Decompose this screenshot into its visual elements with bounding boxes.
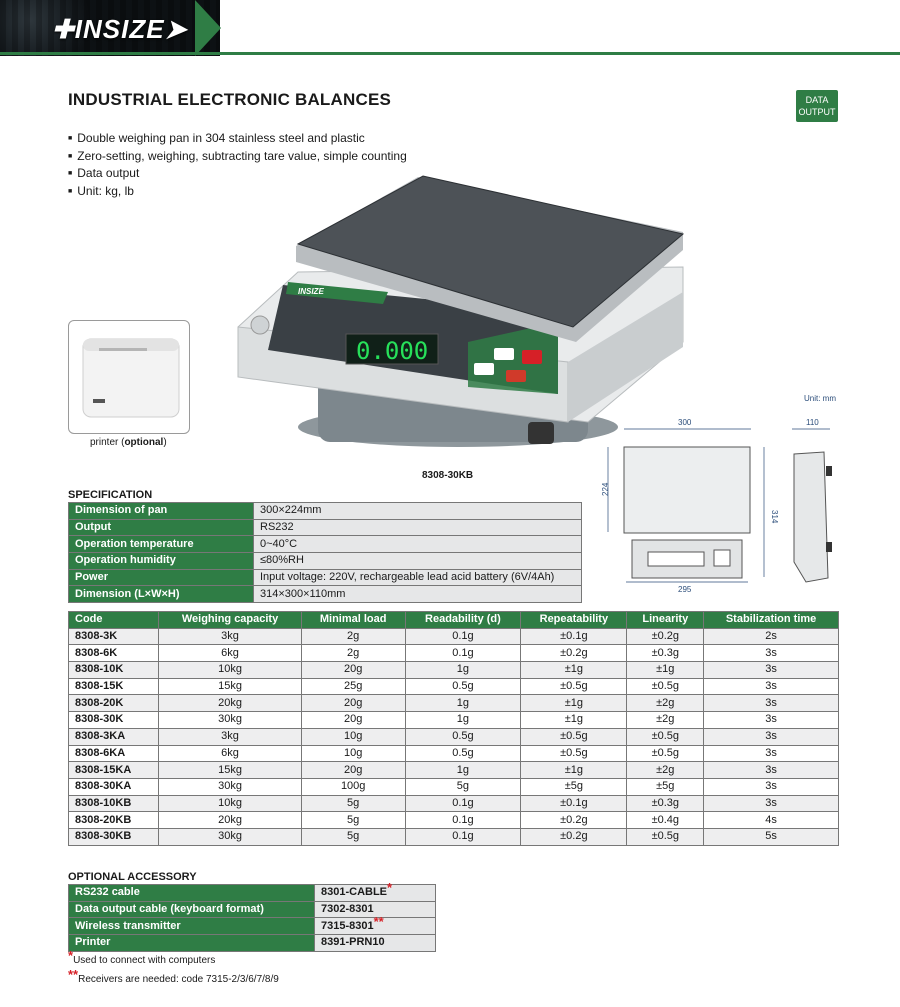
data-output-badge <box>796 90 838 122</box>
model-cell: ±0.4g <box>627 812 704 829</box>
accessory-code-cell <box>315 880 436 902</box>
spec-value: RS232 <box>254 519 582 536</box>
spec-value: 300×224mm <box>254 503 582 520</box>
footnote-mark: ** <box>373 913 384 929</box>
model-cell: 0.1g <box>405 828 521 845</box>
column-header: Readability (d) <box>405 612 521 629</box>
spec-value: 314×300×110mm <box>254 586 582 603</box>
table-row <box>69 662 839 679</box>
unit-label: Unit: mm <box>804 394 836 403</box>
model-cell: 3s <box>704 728 839 745</box>
model-code: 8308-6KA <box>69 745 159 762</box>
dim-side-width: 110 <box>806 418 819 427</box>
printer-slot <box>99 348 147 351</box>
column-header: Stabilization time <box>704 612 839 629</box>
top-view-display <box>648 552 704 566</box>
table-row <box>69 645 839 662</box>
model-cell: 3s <box>704 778 839 795</box>
model-cell: 5g <box>301 812 405 829</box>
footnote-text: Used to connect with computers <box>73 955 216 966</box>
model-cell: 10g <box>301 745 405 762</box>
dim-bottom-width: 295 <box>678 585 692 594</box>
key-tare <box>474 363 494 375</box>
model-code: 8308-10K <box>69 662 159 679</box>
model-cell: 0.1g <box>405 628 521 645</box>
model-code: 8308-10KB <box>69 795 159 812</box>
model-cell: ±2g <box>627 695 704 712</box>
feature-item: ■ Unit: kg, lb <box>68 184 407 202</box>
model-cell: ±0.2g <box>627 628 704 645</box>
model-cell: 3kg <box>159 628 302 645</box>
model-cell: 25g <box>301 678 405 695</box>
model-cell: 100g <box>301 778 405 795</box>
model-cell: ±1g <box>521 695 627 712</box>
model-code: 8308-6K <box>69 645 159 662</box>
model-cell: 10g <box>301 728 405 745</box>
table-row <box>69 695 839 712</box>
model-cell: ±0.3g <box>627 795 704 812</box>
model-cell: ±5g <box>627 778 704 795</box>
model-cell: 2g <box>301 645 405 662</box>
model-cell: ±0.2g <box>521 812 627 829</box>
model-cell: 20kg <box>159 812 302 829</box>
key-zero <box>494 348 514 360</box>
model-cell: ±1g <box>521 712 627 729</box>
model-cell: ±0.5g <box>521 728 627 745</box>
model-cell: 0.1g <box>405 795 521 812</box>
column-header: Weighing capacity <box>159 612 302 629</box>
model-cell: ±0.2g <box>521 828 627 845</box>
model-cell: ±0.5g <box>627 678 704 695</box>
spec-key: Operation humidity <box>69 553 254 570</box>
model-cell: ±2g <box>627 712 704 729</box>
table-row <box>69 885 436 902</box>
display-value: 0.000 <box>356 337 429 365</box>
page-header <box>0 0 900 56</box>
footnote-mark: ** <box>68 967 79 982</box>
model-code: 8308-30KB <box>69 828 159 845</box>
printer-illustration <box>69 321 189 433</box>
model-cell: 6kg <box>159 645 302 662</box>
footnote-2 <box>68 967 279 985</box>
accessory-name: Wireless transmitter <box>69 918 315 935</box>
foot-right <box>528 422 554 444</box>
model-cell: 3s <box>704 645 839 662</box>
model-cell: 5s <box>704 828 839 845</box>
spec-key: Dimension (L×W×H) <box>69 586 254 603</box>
model-cell: 30kg <box>159 828 302 845</box>
model-cell: 0.5g <box>405 678 521 695</box>
footnote-mark: * <box>387 880 393 896</box>
top-view-keys <box>714 550 730 566</box>
header-rule <box>0 52 900 55</box>
table-row <box>69 678 839 695</box>
printer-logo-mark <box>93 399 105 403</box>
accessory-code-cell <box>315 913 436 935</box>
footnote-1 <box>68 948 216 966</box>
model-cell: 10kg <box>159 662 302 679</box>
insize-logo: ✚INSIZE➤ <box>52 14 188 44</box>
model-cell: 0.5g <box>405 728 521 745</box>
model-cell: 5g <box>301 828 405 845</box>
model-cell: 20g <box>301 662 405 679</box>
model-cell: 2g <box>301 628 405 645</box>
key-unit <box>506 370 526 382</box>
model-cell: 0.1g <box>405 645 521 662</box>
page-title: INDUSTRIAL ELECTRONIC BALANCES <box>68 90 392 109</box>
model-cell: ±1g <box>627 662 704 679</box>
table-row <box>69 519 582 536</box>
model-cell: 6kg <box>159 745 302 762</box>
model-cell: 5g <box>301 795 405 812</box>
table-row <box>69 553 582 570</box>
column-header: Repeatability <box>521 612 627 629</box>
spec-value: ≤80%RH <box>254 553 582 570</box>
model-cell: ±0.3g <box>627 645 704 662</box>
spec-value: Input voltage: 220V, rechargeable lead acid battery (6V/4Ah) <box>254 569 582 586</box>
model-code: 8308-30K <box>69 712 159 729</box>
model-cell: ±0.5g <box>627 745 704 762</box>
feature-item: ■ Double weighing pan in 304 stainless steel and plastic <box>68 131 407 149</box>
model-cell: 30kg <box>159 778 302 795</box>
spec-key: Dimension of pan <box>69 503 254 520</box>
model-code: 8308-3KA <box>69 728 159 745</box>
spec-key: Operation temperature <box>69 536 254 553</box>
table-row <box>69 728 839 745</box>
model-cell: 0.5g <box>405 745 521 762</box>
model-cell: ±0.5g <box>521 678 627 695</box>
model-cell: 20g <box>301 762 405 779</box>
feature-item: ■ Data output <box>68 166 407 184</box>
model-cell: ±0.5g <box>521 745 627 762</box>
accessory-code: 8391-PRN10 <box>321 936 385 949</box>
printer-image-frame <box>68 320 190 434</box>
table-row <box>69 536 582 553</box>
model-cell: ±0.1g <box>521 795 627 812</box>
model-cell: 5g <box>405 778 521 795</box>
accessory-code: 7302-8301 <box>321 903 374 916</box>
model-cell: 3s <box>704 745 839 762</box>
spec-key: Power <box>69 569 254 586</box>
table-row <box>69 503 582 520</box>
accessory-name: RS232 cable <box>69 885 315 902</box>
model-code: 8308-15KA <box>69 762 159 779</box>
model-code: 8308-30KA <box>69 778 159 795</box>
model-cell: 0.1g <box>405 812 521 829</box>
model-cell: ±5g <box>521 778 627 795</box>
model-code: 8308-20KB <box>69 812 159 829</box>
accessory-section-title: OPTIONAL ACCESSORY <box>68 871 197 883</box>
key-power <box>522 350 542 364</box>
table-row <box>69 795 839 812</box>
footnote-mark: * <box>68 948 74 963</box>
spec-value: 0~40°C <box>254 536 582 553</box>
accessory-name: Data output cable (keyboard format) <box>69 901 315 918</box>
models-table <box>68 611 839 846</box>
spec-table <box>68 502 582 603</box>
model-cell: ±0.2g <box>521 645 627 662</box>
model-cell: ±2g <box>627 762 704 779</box>
model-cell: 20kg <box>159 695 302 712</box>
model-cell: 2s <box>704 628 839 645</box>
model-cell: 15kg <box>159 678 302 695</box>
level-bubble <box>251 316 269 334</box>
column-header: Linearity <box>627 612 704 629</box>
table-row <box>69 918 436 935</box>
model-cell: ±1g <box>521 662 627 679</box>
table-header-row <box>69 612 839 629</box>
table-row <box>69 586 582 603</box>
accessory-code-cell <box>315 935 436 952</box>
model-cell: 1g <box>405 662 521 679</box>
top-view-pan <box>624 447 750 533</box>
model-cell: ±1g <box>521 762 627 779</box>
model-cell: 3s <box>704 678 839 695</box>
model-cell: 30kg <box>159 712 302 729</box>
model-cell: 3kg <box>159 728 302 745</box>
model-cell: 15kg <box>159 762 302 779</box>
model-caption: 8308-30KB <box>422 470 474 481</box>
side-view-foot-bottom <box>826 542 832 552</box>
dim-depth: 224 <box>601 482 610 496</box>
model-cell: 1g <box>405 762 521 779</box>
side-view <box>794 452 828 582</box>
model-code: 8308-3K <box>69 628 159 645</box>
accessory-name: Printer <box>69 935 315 952</box>
table-row <box>69 828 839 845</box>
model-cell: ±0.1g <box>521 628 627 645</box>
model-cell: 10kg <box>159 795 302 812</box>
model-cell: 1g <box>405 695 521 712</box>
table-row <box>69 935 436 952</box>
spec-key: Output <box>69 519 254 536</box>
side-view-foot-top <box>826 466 832 476</box>
badge-line-1: DATA <box>805 95 829 105</box>
dimension-drawing <box>596 392 846 602</box>
model-cell: 1g <box>405 712 521 729</box>
column-header: Minimal load <box>301 612 405 629</box>
badge-line-2: OUTPUT <box>798 107 836 117</box>
model-cell: 3s <box>704 762 839 779</box>
model-code: 8308-20K <box>69 695 159 712</box>
model-cell: 3s <box>704 712 839 729</box>
table-row <box>69 762 839 779</box>
model-cell: 3s <box>704 795 839 812</box>
feature-item: ■ Zero-setting, weighing, subtracting tare value, simple counting <box>68 149 407 167</box>
table-row <box>69 778 839 795</box>
model-cell: 20g <box>301 695 405 712</box>
dim-top-width: 300 <box>678 418 692 427</box>
table-row <box>69 812 839 829</box>
model-code: 8308-15K <box>69 678 159 695</box>
model-cell: 4s <box>704 812 839 829</box>
model-cell: ±0.5g <box>627 828 704 845</box>
table-row <box>69 712 839 729</box>
table-row <box>69 569 582 586</box>
model-cell: 3s <box>704 662 839 679</box>
accessory-table <box>68 880 436 952</box>
dim-total-depth: 314 <box>770 510 779 524</box>
model-cell: 3s <box>704 695 839 712</box>
footnote-text: Receivers are needed: code 7315-2/3/6/7/8/9 <box>78 974 279 985</box>
accessory-code: 7315-8301 <box>321 919 374 932</box>
column-header: Code <box>69 612 159 629</box>
accessory-code: 8301-CABLE <box>321 886 388 899</box>
device-brand-text: INSIZE <box>298 287 324 296</box>
printer-caption: printer (optional) <box>90 437 167 448</box>
spec-section-title: SPECIFICATION <box>68 489 153 501</box>
model-cell: 20g <box>301 712 405 729</box>
model-cell: ±0.5g <box>627 728 704 745</box>
table-row <box>69 745 839 762</box>
table-row <box>69 628 839 645</box>
